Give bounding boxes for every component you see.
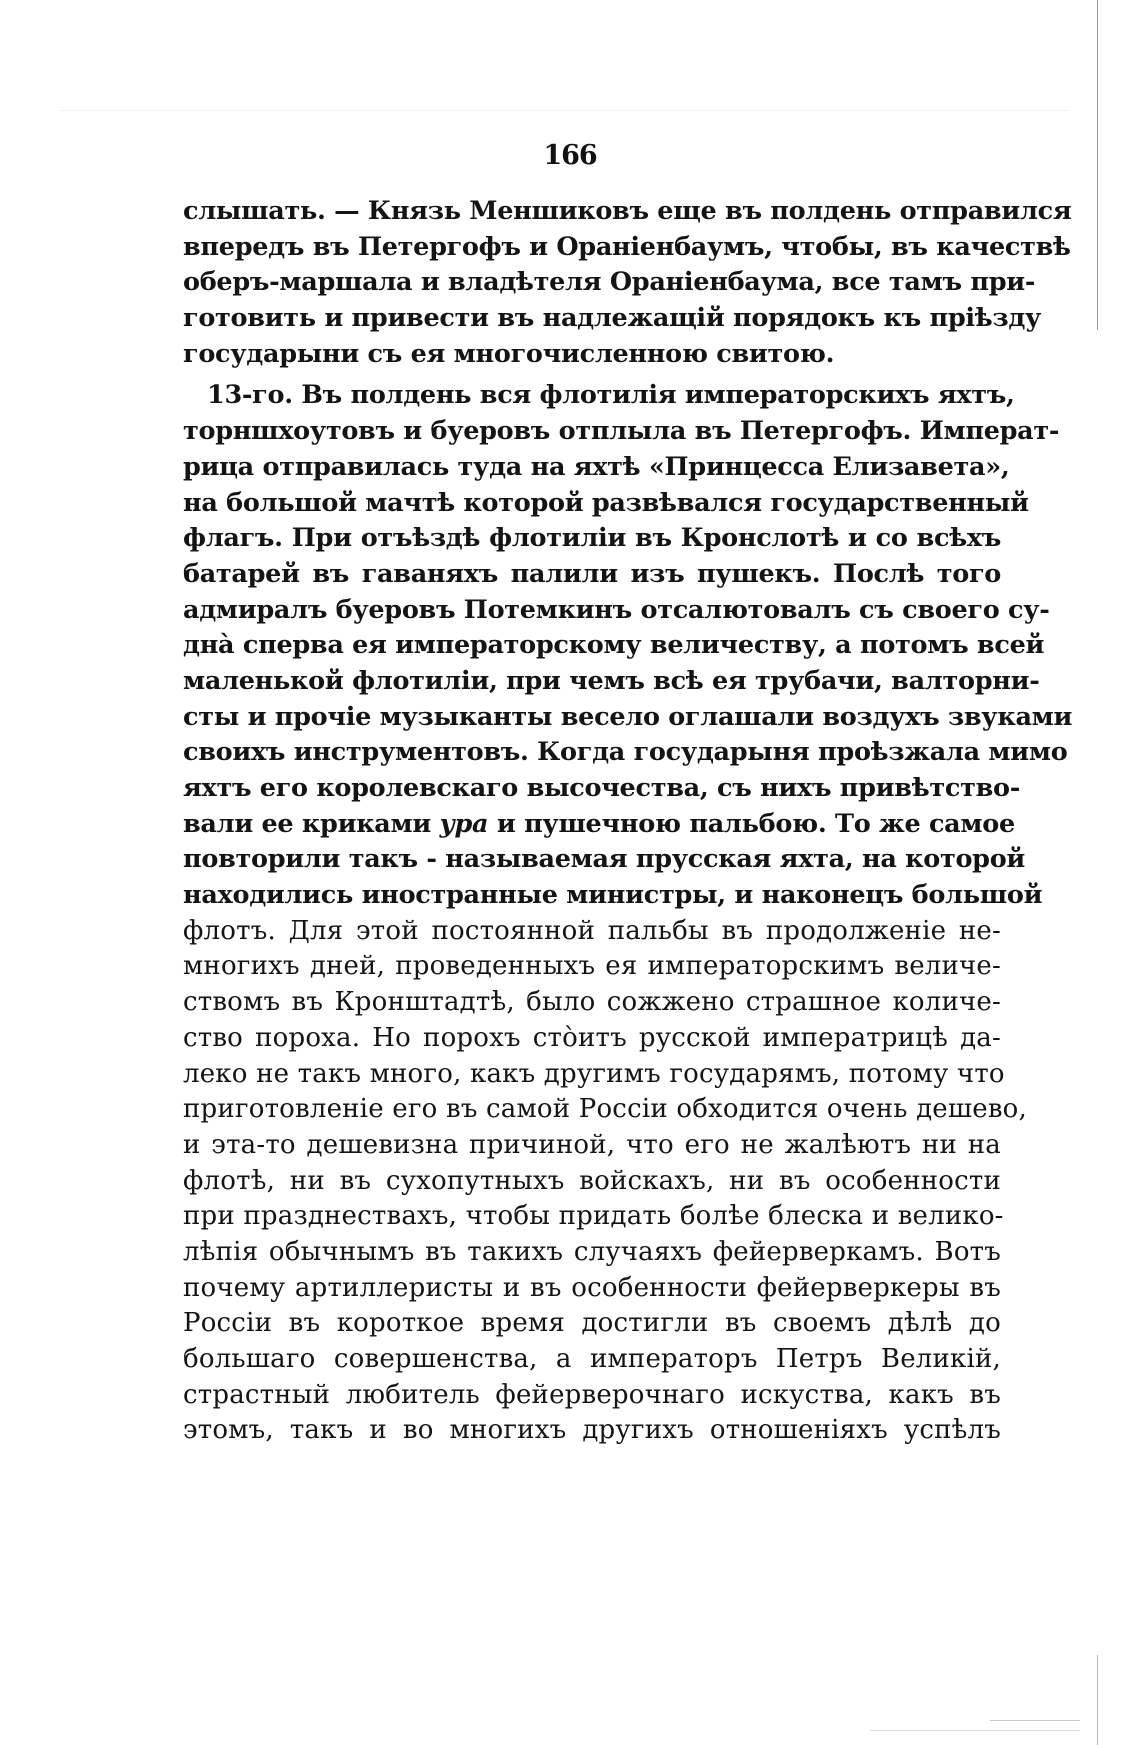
text-segment: и пушечною пальбою. То же самое bbox=[496, 808, 1015, 839]
text-line: многихъ дней, проведенныхъ ея императорскимъ величе- bbox=[183, 951, 1001, 982]
text-line: на большой мачтѣ которой развѣвался государственный bbox=[183, 487, 1029, 518]
text-line: впередъ въ Петергофъ и Ораніенбаумъ, чтобы, въ качествѣ bbox=[183, 231, 1071, 262]
text-segment: вали ее криками bbox=[183, 808, 431, 839]
text-line: сты и прочіе музыканты весело оглашали воздухъ звуками bbox=[183, 701, 1073, 732]
text-line: флотѣ, ни въ сухопутныхъ войскахъ, ни въ особенности bbox=[183, 1165, 1001, 1196]
scan-artifact bbox=[60, 110, 1070, 111]
text-line: яхтъ его королевскаго высочества, съ нихъ привѣтство- bbox=[183, 773, 1020, 803]
text-line: большаго совершенства, а императоръ Петръ Великій, bbox=[183, 1344, 1001, 1374]
text-line: флагъ. При отъѣздѣ флотиліи въ Кронслотѣ и со всѣхъ bbox=[183, 523, 1001, 554]
text-line: ство пороха. Но порохъ стòитъ русской императрицѣ да- bbox=[183, 1022, 1001, 1053]
page-number: 166 bbox=[543, 140, 597, 171]
text-line: государыни съ ея многочисленною свитою. bbox=[183, 338, 835, 369]
scan-artifact bbox=[990, 1720, 1080, 1721]
text-line: слышать. — Князь Меншиковъ еще въ полдень отправился bbox=[183, 196, 1072, 226]
text-line: повторили такъ - называемая прусская яхта, на которой bbox=[183, 844, 1026, 875]
text-line: адмиралъ буеровъ Потемкинъ отсалютовалъ съ своего су- bbox=[183, 594, 1050, 625]
text-line: днà сперва ея императорскому величеству, а потомъ всей bbox=[183, 630, 1045, 661]
text-line: и эта-то дешевизна причиной, что его не жалѣютъ ни на bbox=[183, 1129, 1001, 1160]
text-line: леко не такъ много, какъ другимъ государямъ, потому что bbox=[183, 1058, 1005, 1089]
text-line: при празднествахъ, чтобы придать болѣе блеска и велико- bbox=[183, 1201, 1004, 1232]
text-line: флотъ. Для этой постоянной пальбы въ продолженіе не- bbox=[183, 915, 1001, 946]
text-line: Россіи въ короткое время достигли въ своемъ дѣлѣ до bbox=[183, 1308, 1001, 1339]
italic-word: ура bbox=[439, 808, 489, 839]
text-line: 13-го. Въ полдень вся флотилія императорскихъ яхтъ, bbox=[207, 380, 1015, 411]
text-line: батарей въ гаваняхъ палили изъ пушекъ. Послѣ того bbox=[183, 558, 1001, 589]
text-line: страстный любитель фейерверочнаго искуства, какъ въ bbox=[183, 1379, 1001, 1410]
scan-artifact bbox=[870, 1730, 1080, 1731]
text-line: приготовленіе его въ самой Россіи обходится очень дешево, bbox=[183, 1094, 1027, 1125]
text-line: находились иностранные министры, и наконецъ большой bbox=[183, 880, 1043, 911]
text-line: своихъ инструментовъ. Когда государыня проѣзжала мимо bbox=[183, 737, 1068, 768]
text-line: готовить и привести въ надлежащій порядокъ къ пріѣзду bbox=[183, 303, 1042, 334]
text-line: торншхоутовъ и буеровъ отплыла въ Петергофъ. Императ- bbox=[183, 416, 1060, 447]
text-line: почему артиллеристы и въ особенности фейерверкеры въ bbox=[183, 1272, 1001, 1303]
body-text bbox=[183, 194, 1073, 1449]
text-line: оберъ-маршала и владѣтеля Ораніенбаума, все тамъ при- bbox=[183, 267, 1036, 298]
text-line: рица отправилась туда на яхтѣ «Принцесса Елизавета», bbox=[183, 451, 1010, 482]
text-line: лѣпія обычнымъ въ такихъ случаяхъ фейерверкамъ. Вотъ bbox=[183, 1236, 1001, 1267]
scan-edge-line bbox=[1097, 1655, 1098, 1745]
text-line: ствомъ въ Кронштадтѣ, было сожжено страшное количе- bbox=[183, 987, 1001, 1018]
text-line: маленькой флотиліи, при чемъ всѣ ея трубачи, валторни- bbox=[183, 665, 1040, 696]
text-line: этомъ, такъ и во многихъ другихъ отношеніяхъ успѣлъ bbox=[183, 1415, 1001, 1446]
text-line-with-italic bbox=[183, 807, 1015, 843]
